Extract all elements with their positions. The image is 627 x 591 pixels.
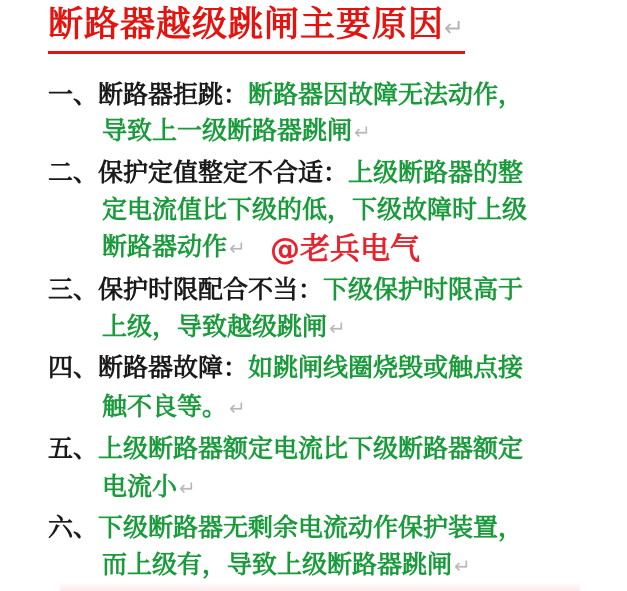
item-1-line-2	[102, 114, 371, 149]
item-2-line-2	[102, 193, 527, 227]
item-number: 四、	[48, 353, 99, 382]
item-label: 保护定值整定不合适	[98, 158, 324, 187]
item-text: 断路器动作	[102, 232, 228, 261]
item-4-line-2	[102, 390, 246, 425]
item-5-line-2	[102, 470, 196, 505]
item-text: 定电流值比下级的低，下级故障时上级	[102, 195, 528, 224]
item-text: 下级断路器无剩余电流动作保护装置，	[98, 513, 524, 542]
item-text: 上级断路器的整	[348, 158, 524, 187]
item-number: 二、	[48, 158, 99, 187]
item-label: 断路器故障	[98, 353, 224, 382]
item-colon: ：	[223, 353, 249, 382]
return-mark-icon: ↵	[229, 396, 246, 420]
item-number: 一、	[48, 80, 99, 109]
item-3-line-2	[102, 310, 346, 345]
item-label: 保护时限配合不当	[98, 275, 299, 304]
item-text: 触不良等。	[102, 392, 228, 421]
item-text: 上级，导致越级跳闸	[102, 312, 328, 341]
item-number: 三、	[48, 275, 99, 304]
watermark: @老兵电气	[270, 232, 420, 267]
page-title	[48, 2, 465, 54]
item-number: 六、	[48, 513, 99, 542]
return-mark-icon: ↵	[179, 476, 196, 500]
item-2-line-3	[102, 230, 246, 265]
return-mark-icon: ↵	[229, 236, 246, 260]
item-text: 断路器因故障无法动作，	[248, 80, 524, 109]
title-text: 断路器越级跳闸主要原因	[48, 5, 445, 45]
item-text: 下级保护时限高于	[323, 275, 524, 304]
item-text: 上级断路器额定电流比下级断路器额定	[98, 434, 524, 463]
item-colon: ：	[298, 275, 324, 304]
item-6-line-2	[102, 548, 471, 583]
return-mark-icon: ↵	[444, 14, 466, 42]
item-text: 如跳闸线圈烧毁或触点接	[248, 353, 524, 382]
item-colon: ：	[223, 80, 249, 109]
item-number: 五、	[48, 434, 99, 463]
bottom-edge	[60, 582, 580, 591]
return-mark-icon: ↵	[454, 554, 471, 578]
item-5-line-1	[48, 432, 523, 466]
item-colon: ：	[323, 158, 349, 187]
item-text: 电流小	[102, 472, 178, 501]
return-mark-icon: ↵	[329, 316, 346, 340]
item-2-line-1	[48, 156, 523, 190]
item-label: 断路器拒跳	[98, 80, 224, 109]
item-text: 导致上一级断路器跳闸	[102, 116, 353, 145]
item-3-line-1	[48, 273, 523, 307]
item-text: 而上级有，导致上级断路器跳闸	[102, 550, 453, 579]
return-mark-icon: ↵	[354, 120, 371, 144]
item-4-line-1	[48, 351, 523, 385]
item-6-line-1	[48, 511, 523, 545]
item-1-line-1	[48, 78, 523, 112]
